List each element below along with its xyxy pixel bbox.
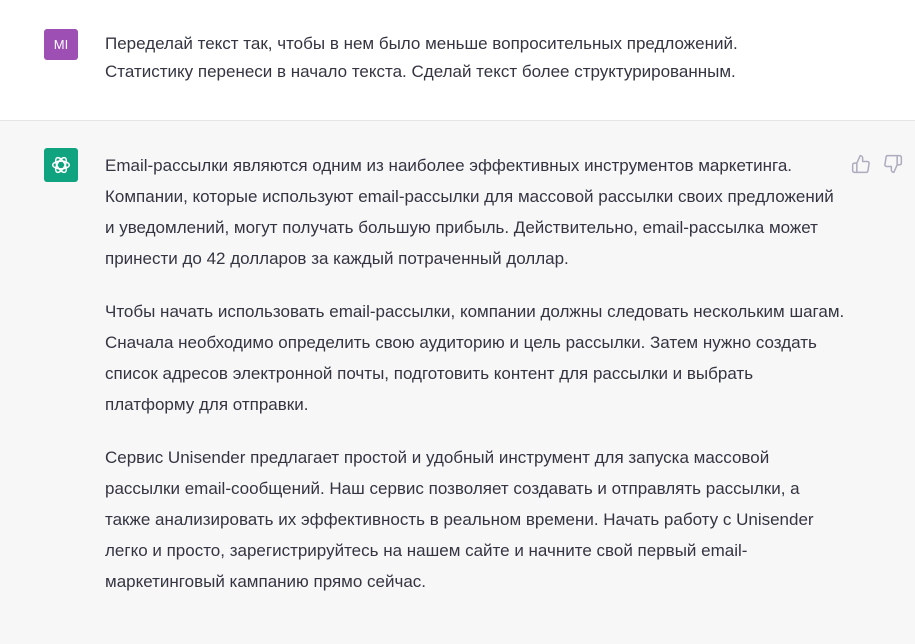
- assistant-avatar: [44, 148, 78, 182]
- thumbs-up-icon: [851, 154, 871, 174]
- assistant-paragraph: Сервис Unisender предлагает простой и удобный инструмент для запуска массовой рассылки email-сообщений. Наш сервис позволяет создавать и отправлять рассылки, а также анализировать их эффективность в реальном времени. Начать работу с Unisender легко и просто, зарегистрируйтесь на нашем сайте и начните свой первый email-маркетинговый кампанию прямо сейчас.: [105, 448, 814, 591]
- thumbs-down-icon: [883, 154, 903, 174]
- user-message-line: Переделай текст так, чтобы в нем было меньше вопросительных предложений.: [105, 34, 738, 53]
- openai-logo-icon: [50, 154, 72, 176]
- assistant-message: [0, 121, 915, 644]
- user-message-line: Статистику перенеси в начало текста. Сделай текст более структурированным.: [105, 62, 736, 81]
- user-message: [0, 0, 915, 121]
- user-avatar: MI: [44, 29, 78, 60]
- assistant-paragraph: Чтобы начать использовать email-рассылки, компании должны следовать нескольким шагам. Сначала необходимо определить свою аудиторию и цель рассылки. Затем нужно создать список адресов электронной почты, подготовить контент для рассылки и выбрать платформу для отправки.: [105, 302, 845, 414]
- assistant-paragraph: Email-рассылки являются одним из наиболее эффективных инструментов маркетинга. Компании, которые используют email-рассылки для массовой рассылки своих предложений и уведомлений, могут получать большую прибыль. Действительно, email-рассылка может принести до 42 долларов за каждый потраченный доллар.: [105, 156, 834, 268]
- assistant-message-text: [105, 150, 845, 619]
- thumbs-up-button[interactable]: [851, 154, 871, 174]
- user-message-text: [105, 30, 845, 86]
- thumbs-down-button[interactable]: [883, 154, 903, 174]
